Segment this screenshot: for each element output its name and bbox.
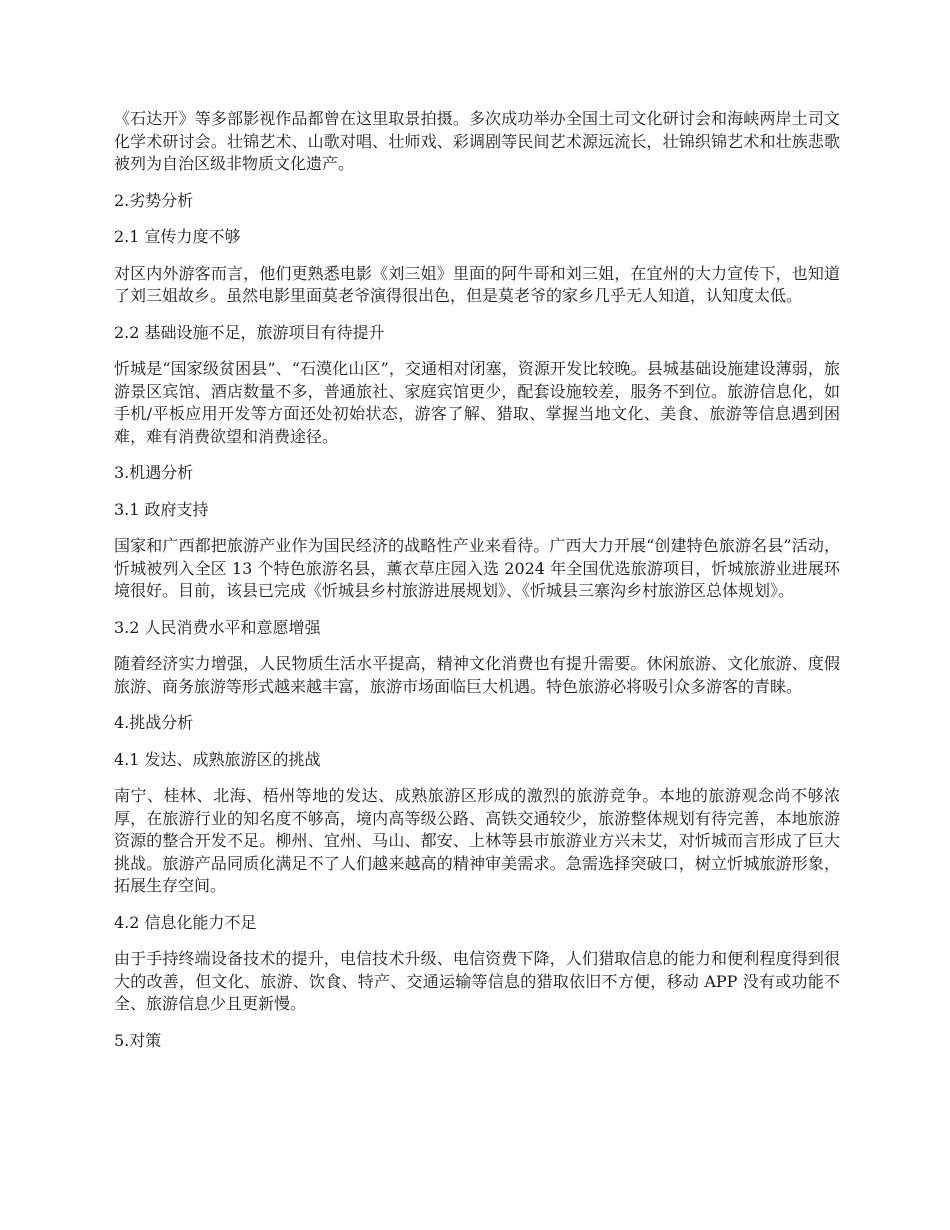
heading-informatization: 4.2 信息化能力不足 [114,912,257,932]
paragraph-mature-tourism-challenge: 南宁、桂林、北海、梧州等地的发达、成熟旅游区形成的激烈的旅游竞争。本地的旅游观念尚不够浓厚，在旅游行业的知名度不够高，境内高等级公路、高铁交通较少，旅游整体规划有待完善，本地旅游资源的整合开发不足。柳州、宜州、马山、都安、上林等县市旅游业方兴未艾，对忻城而言形成了巨大挑战。旅游产品同质化满足不了人们越来越高的精神审美需求。急需选择突破口，树立忻城旅游形象，拓展生存空间。 [114,786,840,895]
paragraph-consumption-growth: 随着经济实力增强，人民物质生活水平提高，精神文化消费也有提升需要。休闲旅游、文化旅游、度假旅游、商务旅游等形式越来越丰富，旅游市场面临巨大机遇。特色旅游必将吸引众多游客的青睐。 [114,654,840,696]
paragraph-cultural-heritage: 《石达开》等多部影视作品都曾在这里取景拍摄。多次成功举办全国土司文化研讨会和海峡两岸土司文化学术研讨会。壮锦艺术、山歌对唱、壮师戏、彩调剧等民间艺术源远流长，壮锦织锦艺术和壮族悲歌被列为自治区级非物质文化遗产。 [114,109,840,173]
heading-countermeasures: 5.对策 [114,1030,162,1050]
heading-opportunity-analysis: 3.机遇分析 [114,463,194,482]
heading-weakness-analysis: 2.劣势分析 [114,190,194,210]
paragraph-government-support: 国家和广西都把旅游产业作为国民经济的战略性产业来看待。广西大力开展“创建特色旅游名县”活动，忻城被列入全区 13 个特色旅游名县，薰衣草庄园入选 2024 年全国优选旅游项目，忻城旅游业进展环境很好。目前，该县已完成《忻城县乡村旅游进展规划》、《忻城县三寨沟乡村旅游区总体规划》。 [114,536,840,600]
heading-insufficient-promotion: 2.1 宣传力度不够 [114,227,241,246]
paragraph-insufficient-promotion: 对区内外游客而言，他们更熟悉电影《刘三姐》里面的阿牛哥和刘三姐，在宜州的大力宣传下，也知道了刘三姐故乡。虽然电影里面莫老爷演得很出色，但是莫老爷的家乡几乎无人知道，认知度太低。 [114,263,840,305]
paragraph-informatization: 由于手持终端设备技术的提升，电信技术升级、电信资费下降，人们猎取信息的能力和便利程度得到很大的改善，但文化、旅游、饮食、特产、交通运输等信息的猎取依旧不方便，移动 APP 没有或功能不全、旅游信息少且更新慢。 [114,949,840,1013]
heading-infrastructure: 2.2 基础设施不足，旅游项目有待提升 [114,322,385,342]
document-page [114,108,840,1066]
heading-government-support: 3.1 政府支持 [114,499,209,519]
paragraph-infrastructure: 忻城是“国家级贫困县”、“石漠化山区”，交通相对闭塞，资源开发比较晚。县城基础设施建设薄弱，旅游景区宾馆、酒店数量不多，普通旅社、家庭宾馆更少，配套设施较差，服务不到位。旅游信息化，如手机/平板应用开发等方面还处初始状态，游客了解、猎取、掌握当地文化、美食、旅游等信息遇到困难，难有消费欲望和消费途径。 [114,359,840,446]
heading-mature-tourism-challenge: 4.1 发达、成熟旅游区的挑战 [114,749,321,769]
heading-consumption-growth: 3.2 人民消费水平和意愿增强 [114,617,321,637]
heading-challenge-analysis: 4.挑战分析 [114,713,194,732]
